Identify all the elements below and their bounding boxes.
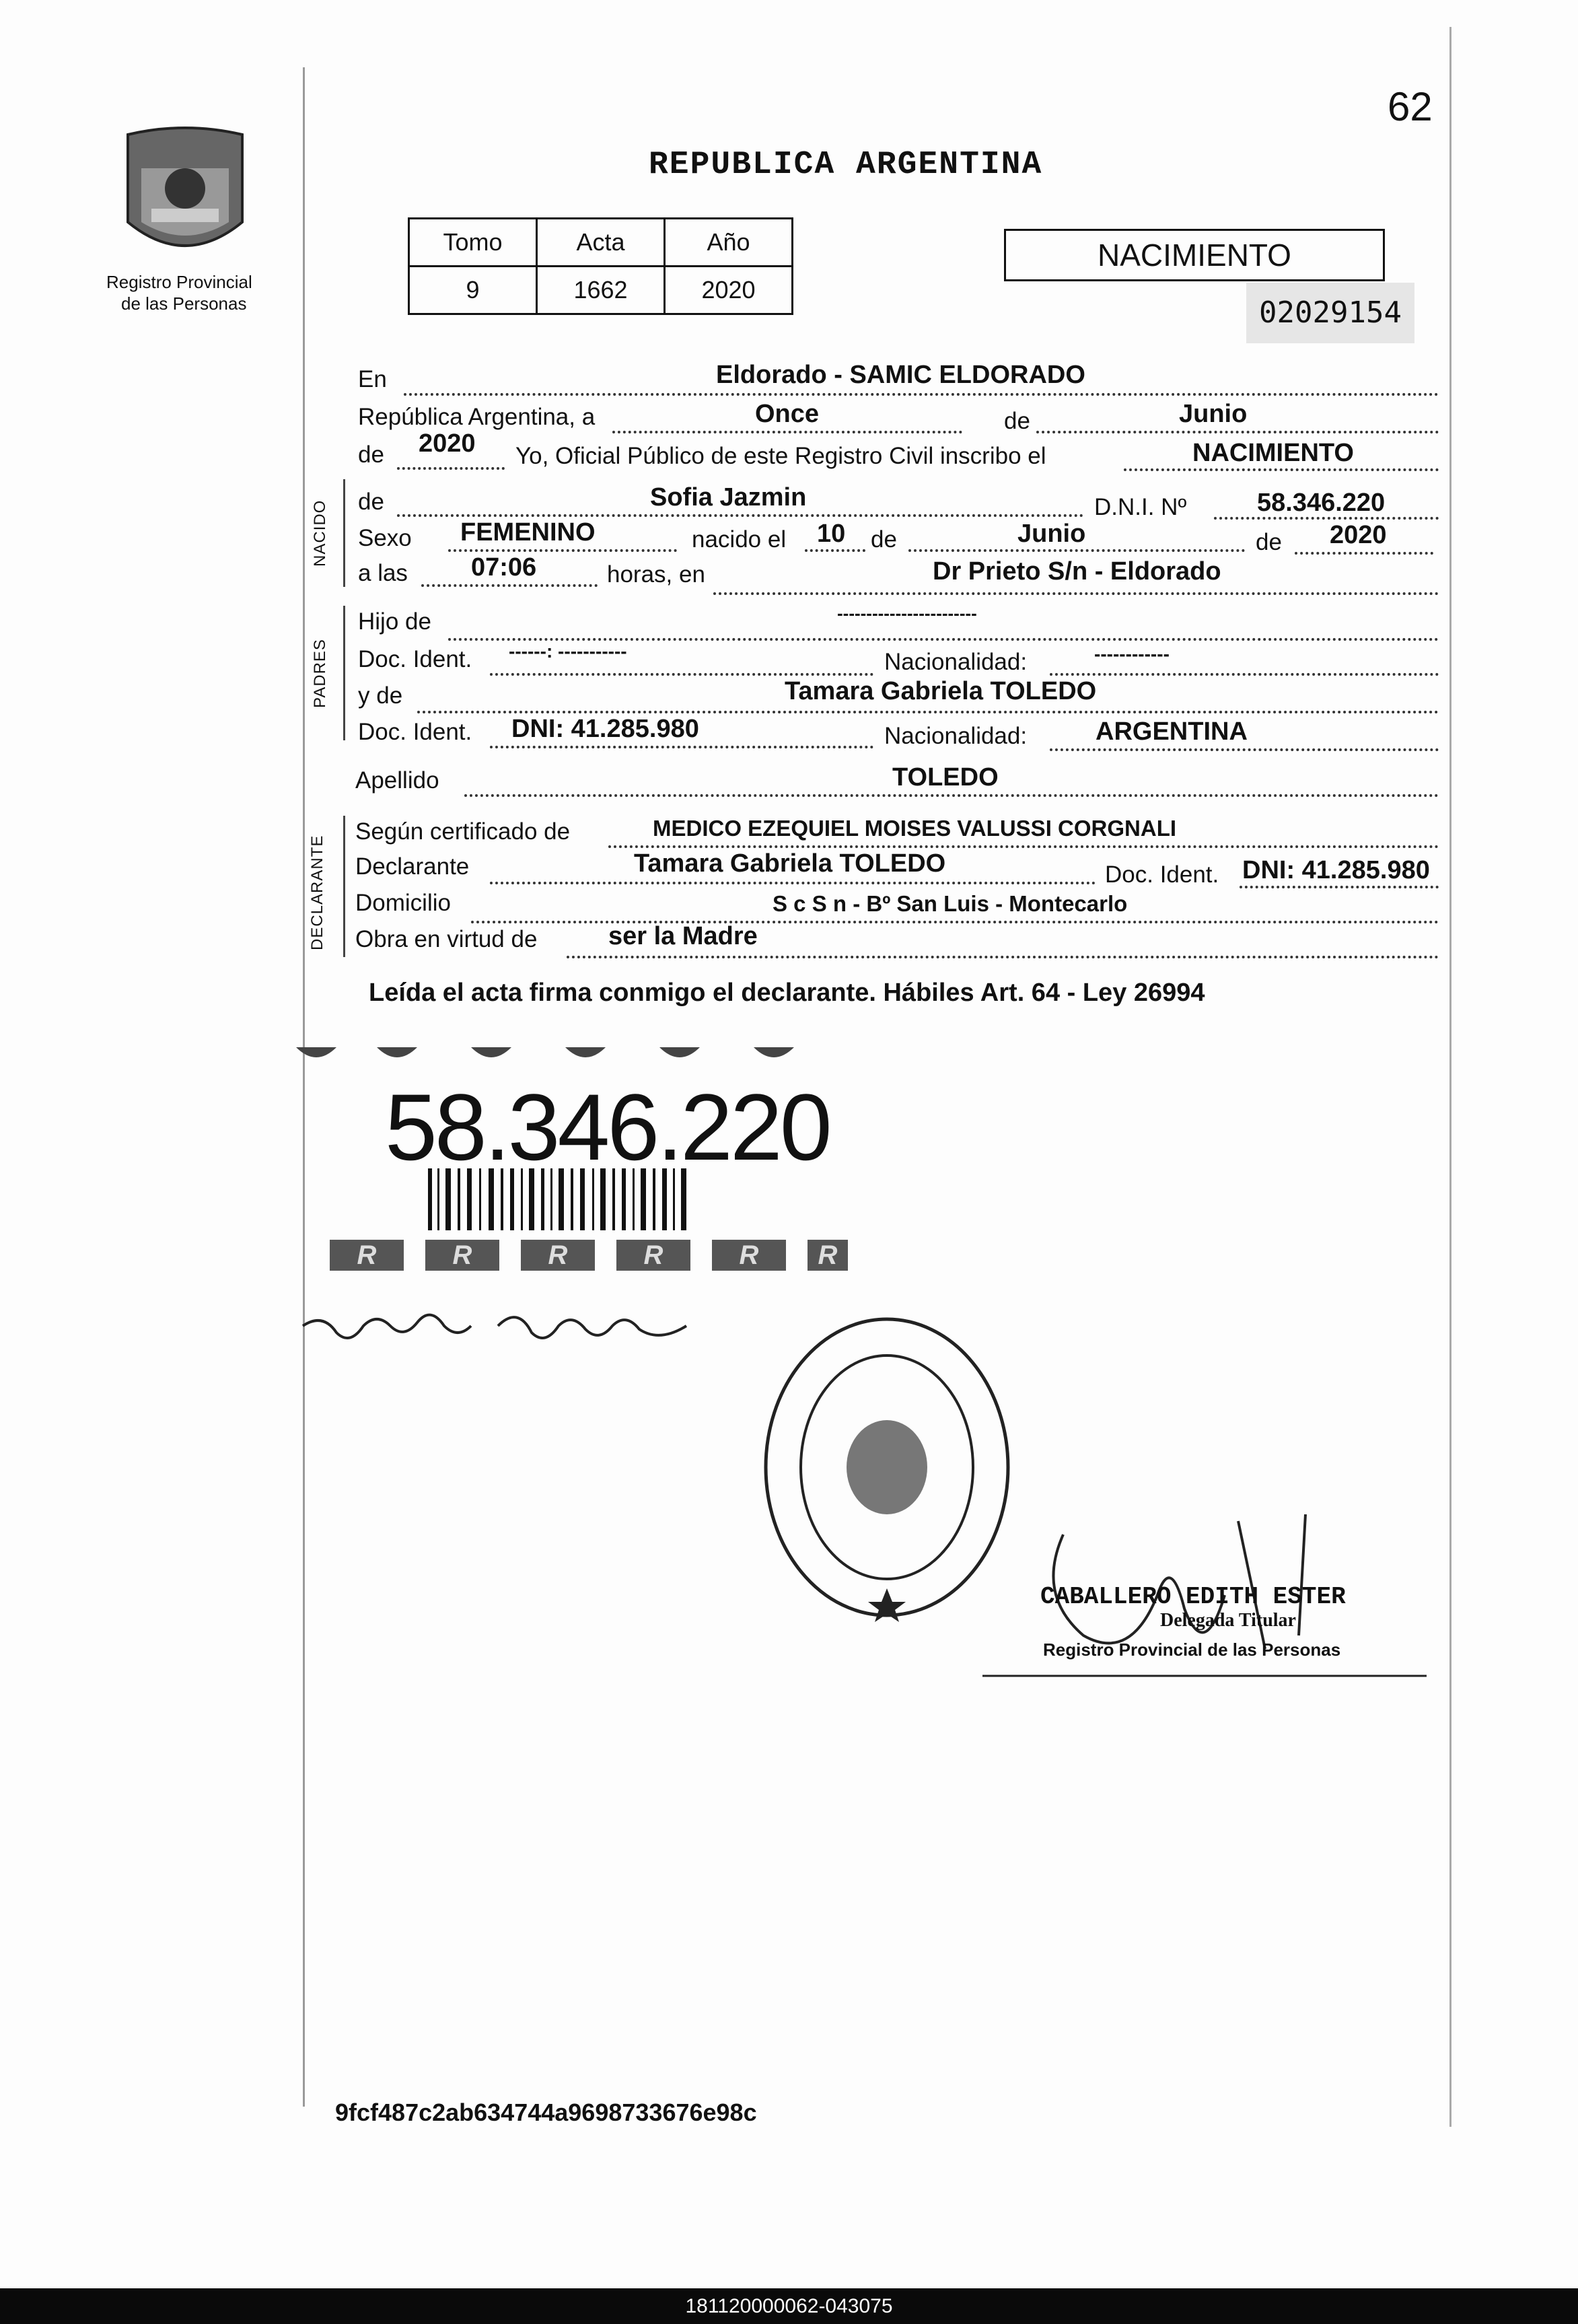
nac2-dots	[1050, 748, 1439, 751]
year-dots	[397, 467, 505, 470]
inscribo-dots	[1124, 468, 1439, 471]
apellido-label: Apellido	[355, 767, 439, 794]
de-birth-month-label: de	[871, 526, 897, 553]
inscribo-text: Yo, Oficial Público de este Registro Civil inscribo el	[515, 443, 1046, 469]
day-dots	[612, 431, 962, 433]
country-title: REPUBLICA ARGENTINA	[649, 147, 1043, 183]
doc2-value: DNI: 41.285.980	[511, 715, 699, 743]
nac2-label: Nacionalidad:	[884, 723, 1028, 749]
de-birth-year-label: de	[1256, 529, 1282, 555]
header-acta: Acta	[537, 219, 665, 267]
obra-dots	[567, 956, 1439, 958]
doc1-label: Doc. Ident.	[358, 646, 472, 672]
mother-name-value: Tamara Gabriela TOLEDO	[785, 677, 1097, 705]
nacido-bracket	[343, 479, 345, 587]
doc1-value: ------: -----------	[509, 641, 627, 662]
hijo-label: Hijo de	[358, 608, 431, 635]
registry-label-line2: de las Personas	[121, 293, 247, 314]
cert-dots	[608, 845, 1439, 848]
domicilio-label: Domicilio	[355, 890, 451, 916]
dni-sticker	[296, 1034, 902, 1283]
birth-place-value: Dr Prieto S/n - Eldorado	[933, 557, 1221, 586]
value-tomo: 9	[409, 267, 537, 314]
birth-year-value: 2020	[1330, 521, 1387, 549]
page-number: 62	[1388, 84, 1433, 129]
birth-day-value: 10	[817, 520, 846, 548]
sticker-dni-number: 58.346.220	[385, 1074, 830, 1180]
alas-label: a las	[358, 560, 408, 586]
decl-doc-label: Doc. Ident.	[1105, 861, 1219, 888]
r-mark-5: R	[712, 1240, 786, 1271]
record-number-stamp: 02029154	[1246, 283, 1414, 343]
year-prefix-label: de	[358, 442, 384, 468]
decl-doc-dots	[1240, 886, 1439, 888]
obra-label: Obra en virtud de	[355, 926, 538, 952]
registry-label-line1: Registro Provincial	[106, 272, 252, 292]
declarante-label: Declarante	[355, 853, 470, 880]
month-dots	[1036, 431, 1439, 433]
cert-value: MEDICO EZEQUIEL MOISES VALUSSI CORGNALI	[653, 816, 1177, 841]
doc1-dots	[490, 673, 873, 676]
doc2-dots	[490, 746, 873, 748]
apellido-dots	[464, 794, 1439, 797]
en-label: En	[358, 366, 387, 392]
nac1-dots	[1050, 673, 1439, 676]
yde-label: y de	[358, 682, 403, 709]
nacido-de-label: de	[358, 489, 384, 515]
side-label-declarante: DECLARANTE	[308, 835, 326, 950]
place-dots	[713, 592, 1439, 595]
side-label-nacido: NACIDO	[311, 499, 329, 567]
official-registry: Registro Provincial de las Personas	[1043, 1640, 1341, 1660]
r-mark-1: R	[330, 1240, 404, 1271]
leida-statement: Leída el acta firma conmigo el declarante. Hábiles Art. 64 - Ley 26994	[369, 979, 1205, 1007]
r-mark-3: R	[521, 1240, 595, 1271]
official-title: Delegada Titular	[1160, 1610, 1296, 1631]
r-mark-2: R	[425, 1240, 499, 1271]
r-mark-6: R	[808, 1240, 848, 1271]
birth-month-value: Junio	[1017, 520, 1086, 548]
hijo-value: ------------------------	[837, 603, 977, 623]
en-value: Eldorado - SAMIC ELDORADO	[716, 361, 1085, 389]
cert-label: Según certificado de	[355, 818, 571, 845]
footer-code: 181120000062-043075	[0, 2288, 1578, 2324]
year-value: 2020	[419, 429, 476, 458]
month-value: Junio	[1179, 400, 1248, 428]
de-month-label: de	[1004, 408, 1030, 434]
declarant-signature	[296, 1286, 700, 1360]
en-dots	[404, 393, 1439, 396]
seal-inner-text	[759, 1312, 760, 1313]
r-mark-4: R	[616, 1240, 690, 1271]
declarante-bracket	[343, 816, 345, 957]
registry-seal	[759, 1312, 1015, 1622]
dni-label: D.N.I. Nº	[1094, 494, 1187, 520]
padres-bracket	[343, 606, 345, 740]
day-value: Once	[755, 400, 820, 428]
acta-table	[408, 217, 793, 315]
obra-value: ser la Madre	[608, 922, 758, 950]
nac1-value: ------------	[1094, 643, 1170, 664]
emblem-text	[114, 121, 256, 269]
inscribo-value: NACIMIENTO	[1192, 439, 1354, 467]
sexo-label: Sexo	[358, 525, 412, 551]
value-acta: 1662	[537, 267, 665, 314]
declarante-value: Tamara Gabriela TOLEDO	[634, 849, 946, 878]
birth-day-dots	[805, 549, 865, 552]
record-type-box: NACIMIENTO	[1004, 229, 1385, 281]
apellido-value: TOLEDO	[892, 763, 999, 791]
misiones-emblem	[114, 121, 256, 269]
mother-dots	[417, 711, 1439, 713]
right-margin-line	[1449, 27, 1451, 2127]
birth-year-dots	[1295, 552, 1433, 555]
horas-label: horas, en	[607, 561, 705, 588]
time-dots	[421, 584, 598, 587]
child-name-value: Sofia Jazmin	[650, 483, 807, 512]
sexo-value: FEMENINO	[460, 518, 596, 547]
name-dots	[397, 514, 1083, 517]
doc2-label: Doc. Ident.	[358, 719, 472, 745]
document-hash: 9fcf487c2ab634744a9698733676e98c	[335, 2099, 757, 2126]
declarante-dots	[490, 882, 1096, 884]
decl-doc-value: DNI: 41.285.980	[1242, 856, 1430, 884]
birth-month-dots	[908, 549, 1245, 552]
time-value: 07:06	[471, 553, 537, 582]
nac2-value: ARGENTINA	[1096, 717, 1248, 746]
side-label-padres: PADRES	[311, 639, 329, 708]
value-ano: 2020	[665, 267, 793, 314]
republica-label: República Argentina, a	[358, 404, 596, 430]
nacido-el-label: nacido el	[692, 526, 787, 553]
header-ano: Año	[665, 219, 793, 267]
nac1-label: Nacionalidad:	[884, 649, 1028, 675]
header-tomo: Tomo	[409, 219, 537, 267]
dni-value: 58.346.220	[1257, 489, 1386, 517]
official-name: CABALLERO EDITH ESTER	[1040, 1583, 1346, 1611]
domicilio-value: S c S n - Bº San Luis - Montecarlo	[773, 891, 1128, 916]
sexo-dots	[448, 549, 677, 552]
